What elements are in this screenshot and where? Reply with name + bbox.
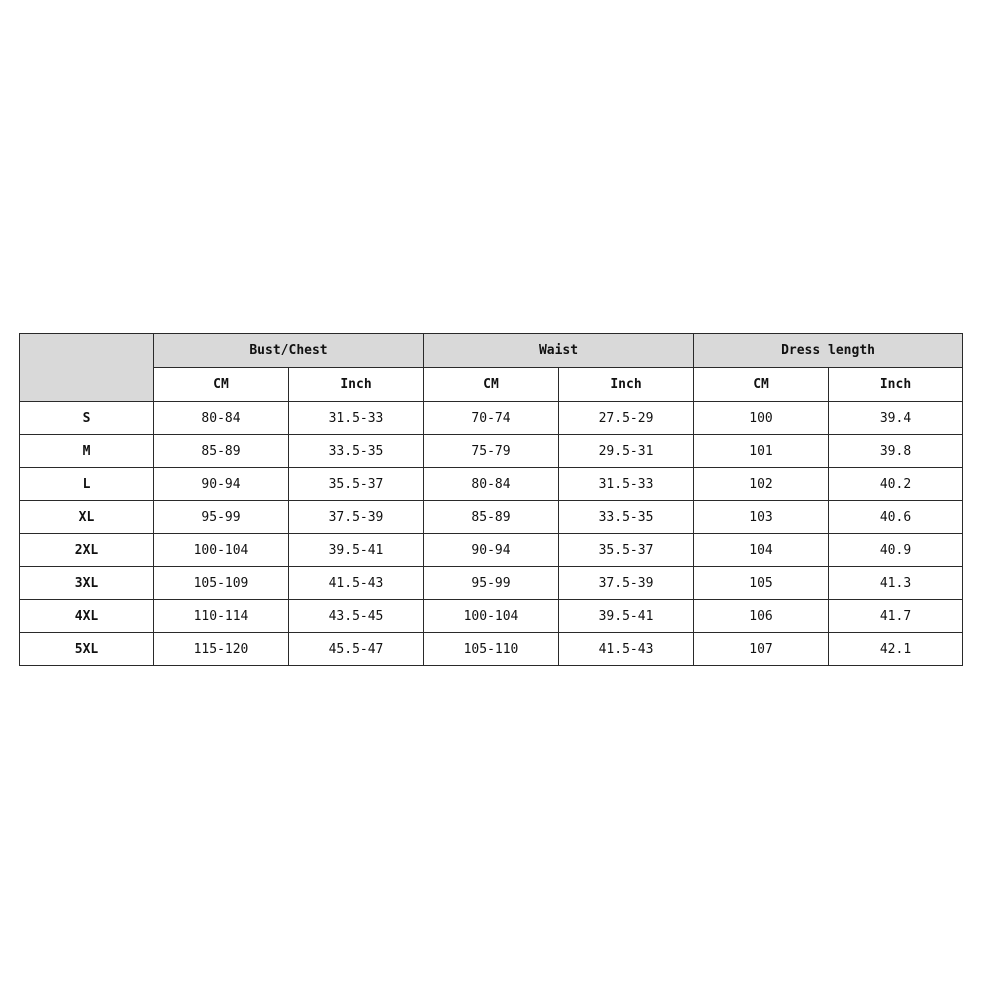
- measurement-cell: 29.5-31: [559, 435, 694, 468]
- table-row: [20, 468, 963, 501]
- unit-header-bust-cm: CM: [154, 368, 289, 402]
- measurement-cell: 40.2: [829, 468, 963, 501]
- size-label: XL: [20, 501, 154, 534]
- measurement-cell: 27.5-29: [559, 402, 694, 435]
- unit-header-length-inch: Inch: [829, 368, 963, 402]
- measurement-cell: 100-104: [154, 534, 289, 567]
- measurement-cell: 100: [694, 402, 829, 435]
- size-label: 5XL: [20, 633, 154, 666]
- table-row: [20, 567, 963, 600]
- measurement-cell: 107: [694, 633, 829, 666]
- measurement-cell: 40.6: [829, 501, 963, 534]
- measurement-cell: 41.5-43: [289, 567, 424, 600]
- size-chart-table: [19, 333, 963, 666]
- measurement-cell: 37.5-39: [559, 567, 694, 600]
- measurement-cell: 70-74: [424, 402, 559, 435]
- measurement-cell: 31.5-33: [289, 402, 424, 435]
- measurement-cell: 39.5-41: [559, 600, 694, 633]
- measurement-cell: 90-94: [424, 534, 559, 567]
- measurement-cell: 33.5-35: [559, 501, 694, 534]
- measurement-cell: 37.5-39: [289, 501, 424, 534]
- measurement-cell: 85-89: [424, 501, 559, 534]
- header-row-units: [20, 368, 963, 402]
- size-label: 3XL: [20, 567, 154, 600]
- measurement-cell: 95-99: [424, 567, 559, 600]
- measurement-cell: 39.5-41: [289, 534, 424, 567]
- header-row-groups: [20, 334, 963, 368]
- measurement-cell: 39.4: [829, 402, 963, 435]
- size-label: M: [20, 435, 154, 468]
- group-header-waist: Waist: [424, 334, 694, 368]
- measurement-cell: 106: [694, 600, 829, 633]
- table-row: [20, 534, 963, 567]
- measurement-cell: 100-104: [424, 600, 559, 633]
- measurement-cell: 43.5-45: [289, 600, 424, 633]
- measurement-cell: 41.5-43: [559, 633, 694, 666]
- measurement-cell: 101: [694, 435, 829, 468]
- table-row: [20, 402, 963, 435]
- size-label: 2XL: [20, 534, 154, 567]
- size-label: S: [20, 402, 154, 435]
- measurement-cell: 42.1: [829, 633, 963, 666]
- measurement-cell: 105-110: [424, 633, 559, 666]
- measurement-cell: 85-89: [154, 435, 289, 468]
- measurement-cell: 110-114: [154, 600, 289, 633]
- measurement-cell: 41.7: [829, 600, 963, 633]
- size-label: 4XL: [20, 600, 154, 633]
- corner-cell: [20, 334, 154, 402]
- measurement-cell: 102: [694, 468, 829, 501]
- measurement-cell: 31.5-33: [559, 468, 694, 501]
- measurement-cell: 104: [694, 534, 829, 567]
- group-header-dress-length: Dress length: [694, 334, 963, 368]
- measurement-cell: 75-79: [424, 435, 559, 468]
- measurement-cell: 35.5-37: [289, 468, 424, 501]
- measurement-cell: 40.9: [829, 534, 963, 567]
- measurement-cell: 115-120: [154, 633, 289, 666]
- unit-header-waist-cm: CM: [424, 368, 559, 402]
- size-label: L: [20, 468, 154, 501]
- measurement-cell: 35.5-37: [559, 534, 694, 567]
- measurement-cell: 39.8: [829, 435, 963, 468]
- group-header-bust: Bust/Chest: [154, 334, 424, 368]
- table-row: [20, 435, 963, 468]
- measurement-cell: 95-99: [154, 501, 289, 534]
- measurement-cell: 105: [694, 567, 829, 600]
- measurement-cell: 105-109: [154, 567, 289, 600]
- table-row: [20, 633, 963, 666]
- measurement-cell: 33.5-35: [289, 435, 424, 468]
- measurement-cell: 41.3: [829, 567, 963, 600]
- unit-header-bust-inch: Inch: [289, 368, 424, 402]
- table-row: [20, 501, 963, 534]
- unit-header-length-cm: CM: [694, 368, 829, 402]
- measurement-cell: 103: [694, 501, 829, 534]
- measurement-cell: 80-84: [424, 468, 559, 501]
- table-row: [20, 600, 963, 633]
- measurement-cell: 80-84: [154, 402, 289, 435]
- measurement-cell: 45.5-47: [289, 633, 424, 666]
- unit-header-waist-inch: Inch: [559, 368, 694, 402]
- measurement-cell: 90-94: [154, 468, 289, 501]
